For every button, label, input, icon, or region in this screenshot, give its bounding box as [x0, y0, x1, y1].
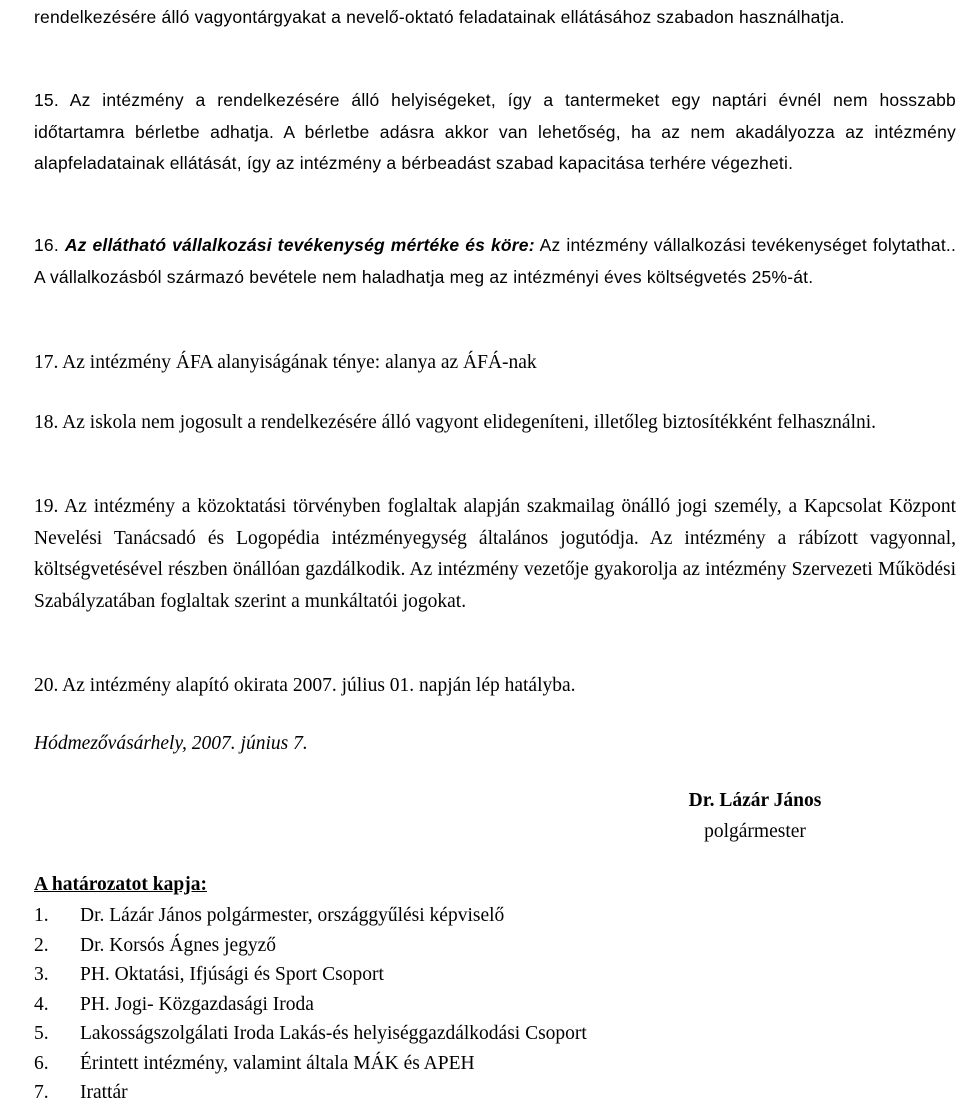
place-date: Hódmezővásárhely, 2007. június 7. [34, 733, 308, 754]
paragraph-16-heading: Az ellátható vállalkozási tevékenység mértéke és köre: [64, 235, 535, 255]
list-item-number: 3. [34, 964, 49, 985]
list-item-text: Dr. Korsós Ágnes jegyző [80, 934, 277, 956]
paragraph-14-continuation: rendelkezésére álló vagyontárgyakat a nevelő-oktató feladatainak ellátásához szabadon használhatja. [34, 7, 845, 27]
list-item [34, 960, 587, 990]
list-item-text: Irattár [80, 1082, 128, 1103]
distribution-heading: A határozatot kapja: [34, 874, 207, 895]
list-item-number: 7. [34, 1082, 49, 1103]
list-item-text: Érintett intézmény, valamint általa MÁK és APEH [80, 1052, 475, 1074]
paragraph-20: 20. Az intézmény alapító okirata 2007. július 01. napján lép hatályba. [34, 675, 576, 696]
distribution-list [34, 901, 587, 1108]
list-item-number: 1. [34, 905, 49, 926]
list-item [34, 931, 587, 961]
list-item-text: PH. Jogi- Közgazdasági Iroda [80, 993, 314, 1015]
list-item-number: 2. [34, 934, 49, 956]
paragraph-16-number: 16. [34, 235, 65, 255]
list-item [34, 1078, 587, 1108]
list-item-text: PH. Oktatási, Ifjúsági és Sport Csoport [80, 964, 384, 985]
paragraph-16-body: Az intézmény vállalkozási tevékenységet folytathat.. A vállalkozásból származó bevétele nem haladhatja meg az intézményi éves költségvetés 25%-át. [34, 235, 957, 287]
list-item [34, 1019, 587, 1049]
paragraph-15: 15. Az intézmény a rendelkezésére álló helyiségeket, így a tantermeket egy naptári évnél nem hosszabb időtartamra bérletbe adhatja. A bérletbe adásra akkor van lehetőség, ha az nem akadályozza az intézmény alapfeladatainak ellátását, így az intézmény a bérbeadást szabad kapacitása terhére végezheti. [34, 90, 956, 173]
list-item [34, 1049, 587, 1079]
paragraph-17: 17. Az intézmény ÁFA alanyiságának ténye: alanya az ÁFÁ-nak [34, 352, 537, 373]
list-item-number: 4. [34, 993, 49, 1015]
paragraph-18: 18. Az iskola nem jogosult a rendelkezésére álló vagyont elidegeníteni, illetőleg biztosítékként felhasználni. [34, 412, 877, 433]
list-item-text: Lakosságszolgálati Iroda Lakás-és helyiséggazdálkodási Csoport [80, 1023, 587, 1044]
list-item [34, 901, 587, 931]
signer-name: Dr. Lázár János [688, 790, 822, 811]
list-item-number: 6. [34, 1052, 49, 1074]
list-item-number: 5. [34, 1023, 49, 1044]
signature-block [640, 785, 870, 847]
list-item-text: Dr. Lázár János polgármester, országgyűlési képviselő [80, 905, 505, 926]
list-item [34, 990, 587, 1020]
paragraph-19: 19. Az intézmény a közoktatási törvényben foglaltak alapján szakmailag önálló jogi személy, a Kapcsolat Központ Nevelési Tanácsadó és Logopédia intézményegység általános jogutódja. Az intézmény a rábízott vagyonnal, költségvetésével részben önállóan gazdálkodik. Az intézmény vezetője gyakorolja az intézmény Szervezeti Működési Szabályzatában foglaltak szerint a munkáltatói jogokat. [34, 496, 956, 612]
paragraph-16 [34, 230, 956, 293]
signer-title: polgármester [704, 821, 806, 842]
